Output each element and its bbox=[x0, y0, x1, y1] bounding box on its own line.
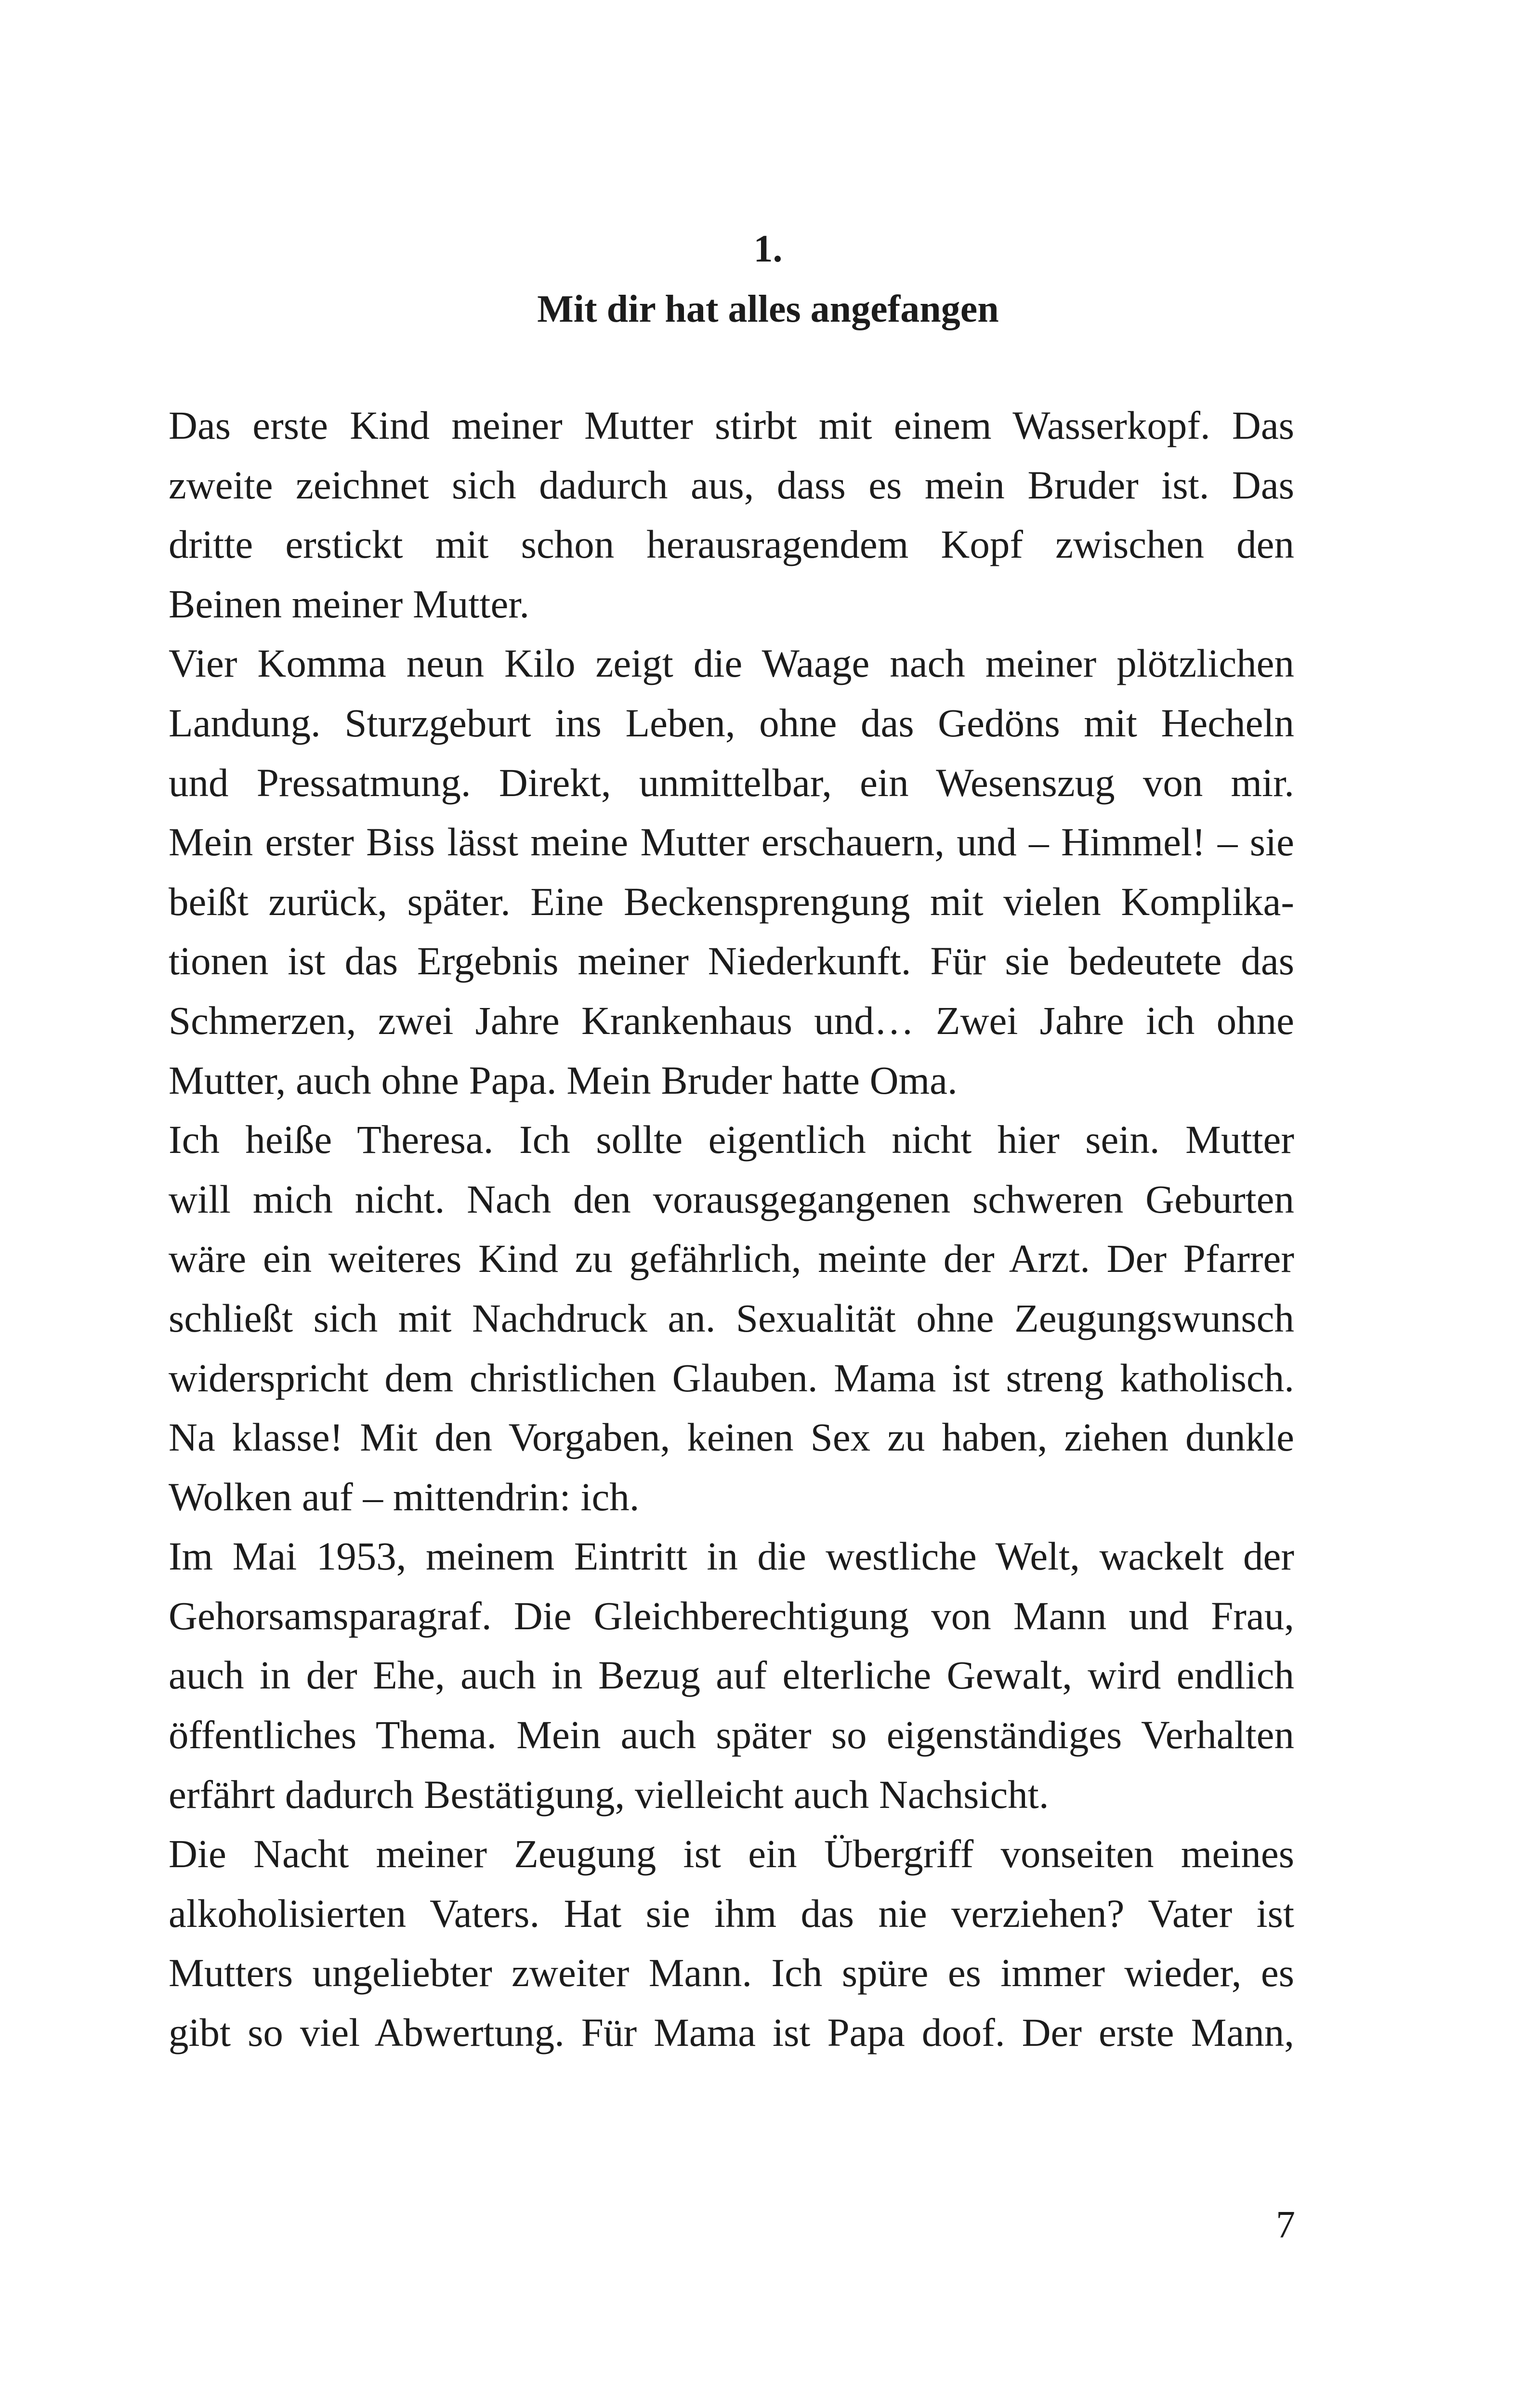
text-line: Ich heiße Theresa. Ich sollte eigentlich nicht hier sein. Mutter bbox=[169, 1117, 1294, 1162]
text-line: Mutter, auch ohne Papa. Mein Bruder hatte Oma. bbox=[169, 1058, 958, 1102]
text-line: und Pressatmung. Direkt, unmittelbar, ein Wesenszug von mir. bbox=[169, 760, 1294, 805]
page-number: 7 bbox=[1276, 2204, 1295, 2246]
text-line: dritte erstickt mit schon herausragendem Kopf zwischen den bbox=[169, 522, 1294, 567]
chapter-number: 1. bbox=[753, 228, 783, 270]
text-line: wäre ein weiteres Kind zu gefährlich, meinte der Arzt. Der Pfarrer bbox=[169, 1236, 1294, 1281]
chapter-title: Mit dir hat alles angefangen bbox=[537, 288, 999, 330]
text-line: Mein erster Biss lässt meine Mutter erschauern, und – Himmel! – sie bbox=[169, 820, 1294, 864]
chapter-heading bbox=[0, 219, 1536, 340]
text-line: Wolken auf – mittendrin: ich. bbox=[169, 1474, 640, 1519]
text-line: gibt so viel Abwertung. Für Mama ist Papa doof. Der erste Mann, bbox=[169, 2010, 1294, 2055]
text-line: will mich nicht. Nach den vorausgegangenen schweren Geburten bbox=[169, 1177, 1294, 1221]
text-line: Mutters ungeliebter zweiter Mann. Ich spüre es immer wieder, es bbox=[169, 1950, 1294, 1995]
text-line: tionen ist das Ergebnis meiner Niederkunft. Für sie bedeutete das bbox=[169, 939, 1294, 983]
text-line: Beinen meiner Mutter. bbox=[169, 581, 530, 626]
text-line: alkoholisierten Vaters. Hat sie ihm das nie verziehen? Vater ist bbox=[169, 1891, 1294, 1936]
text-line: Na klasse! Mit den Vorgaben, keinen Sex zu haben, ziehen dunkle bbox=[169, 1415, 1294, 1460]
text-line: öffentliches Thema. Mein auch später so eigenständiges Verhalten bbox=[169, 1713, 1294, 1757]
text-line: erfährt dadurch Bestätigung, vielleicht auch Nachsicht. bbox=[169, 1772, 1049, 1817]
text-line: Gehorsamsparagraf. Die Gleichberechtigung von Mann und Frau, bbox=[169, 1593, 1294, 1638]
text-line: Vier Komma neun Kilo zeigt die Waage nach meiner plötzlichen bbox=[169, 641, 1294, 686]
text-line: widerspricht dem christlichen Glauben. Mama ist streng katholisch. bbox=[169, 1355, 1294, 1400]
text-line: Im Mai 1953, meinem Eintritt in die westliche Welt, wackelt der bbox=[169, 1534, 1294, 1579]
text-line: auch in der Ehe, auch in Bezug auf elterliche Gewalt, wird endlich bbox=[169, 1653, 1294, 1698]
body-text bbox=[169, 396, 1294, 2063]
text-line: beißt zurück, später. Eine Beckensprengung mit vielen Komplika- bbox=[169, 879, 1294, 924]
text-line: Die Nacht meiner Zeugung ist ein Übergriff vonseiten meines bbox=[169, 1832, 1294, 1876]
text-line: Schmerzen, zwei Jahre Krankenhaus und… Zwei Jahre ich ohne bbox=[169, 998, 1294, 1043]
text-line: schließt sich mit Nachdruck an. Sexualität ohne Zeugungswunsch bbox=[169, 1296, 1294, 1340]
text-line: Das erste Kind meiner Mutter stirbt mit einem Wasserkopf. Das bbox=[169, 403, 1294, 447]
text-line: zweite zeichnet sich dadurch aus, dass es mein Bruder ist. Das bbox=[169, 462, 1294, 507]
text-line: Landung. Sturzgeburt ins Leben, ohne das Gedöns mit Hecheln bbox=[169, 700, 1294, 745]
